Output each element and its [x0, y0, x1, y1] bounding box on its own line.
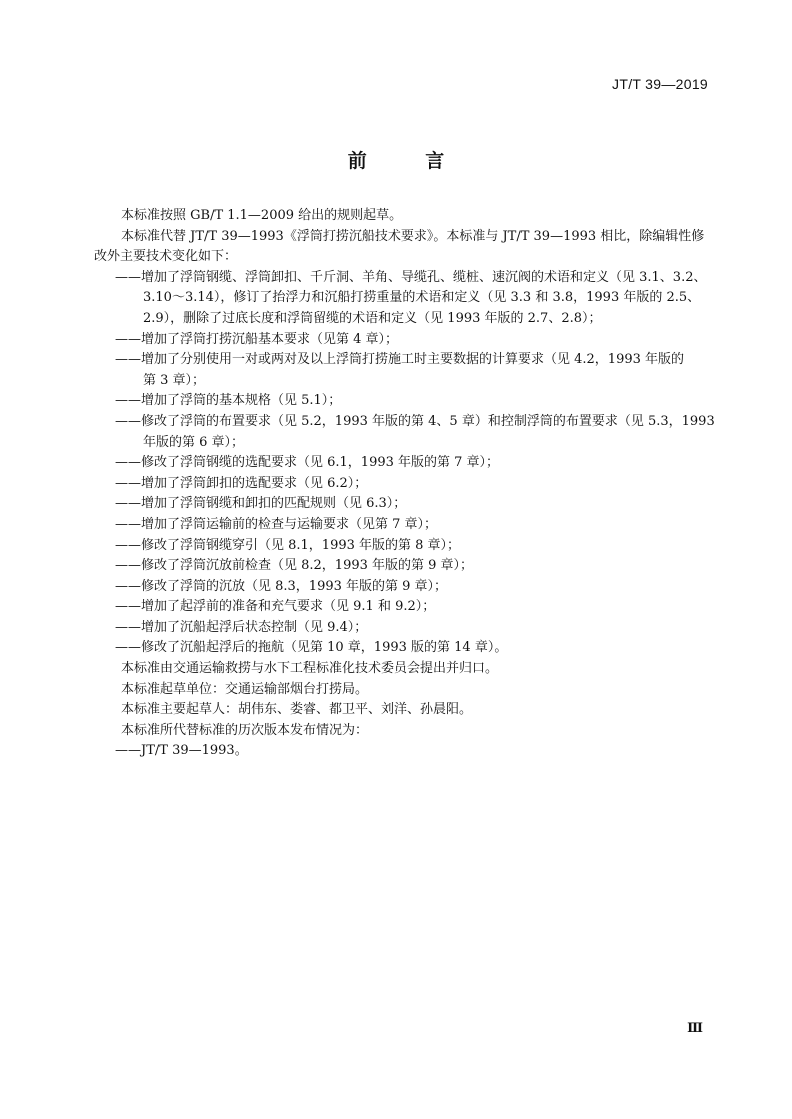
list-item: ——增加了浮筒打捞沉船基本要求（见第 4 章）；	[115, 331, 399, 347]
list-item: ——修改了浮筒钢缆的选配要求（见 6.1，1993 年版的第 7 章）；	[115, 455, 500, 471]
list-item: ——修改了浮筒的布置要求（见 5.2，1993 年版的第 4、5 章）和控制浮筒的布置要求（见 5.3，1993	[115, 413, 715, 429]
list-item: ——增加了浮筒的基本规格（见 5.1）；	[115, 393, 342, 409]
paragraph-drafting-rule: 本标准按照 GB/T 1.1—2009 给出的规则起草。	[121, 208, 403, 223]
list-item: ——增加了浮筒卸扣的选配要求（见 6.2）；	[115, 475, 368, 491]
list-item-cont: 第 3 章）；	[143, 372, 206, 388]
paragraph-replacement: 本标准代替 JT/T 39—1993《浮筒打捞沉船技术要求》。本标准与 JT/T 39—1993 相比，除编辑性修	[121, 228, 705, 244]
paragraph-history-intro: 本标准所代替标准的历次版本发布情况为：	[121, 722, 369, 738]
list-item: ——增加了浮筒钢缆和卸扣的匹配规则（见 6.3）；	[115, 496, 407, 512]
list-item-cont: 3.10～3.14），修订了抬浮力和沉船打捞重量的术语和定义（见 3.3 和 3.8，1993 年版的 2.5、	[143, 290, 701, 306]
list-item: ——增加了沉船起浮后状态控制（见 9.4）；	[115, 619, 368, 635]
list-item: ——修改了浮筒钢缆穿引（见 8.1，1993 年版的第 8 章）；	[115, 537, 461, 553]
list-item-cont: 年版的第 6 章）；	[143, 434, 245, 450]
list-item: ——增加了浮筒运输前的检查与运输要求（见第 7 章）；	[115, 516, 438, 532]
list-item: ——增加了浮筒钢缆、浮筒卸扣、千斤洞、羊角、导缆孔、缆桩、速沉阀的术语和定义（见 3.1、3.2、	[115, 269, 707, 285]
page-title: 前 言	[347, 150, 471, 172]
paragraph-drafters: 本标准主要起草人：胡伟东、娄睿、都卫平、刘洋、孙晨阳。	[121, 702, 473, 718]
document-body	[94, 206, 715, 762]
list-item: ——修改了浮筒的沉放（见 8.3，1993 年版的第 9 章）；	[115, 578, 448, 594]
paragraph-history-item: ——JT/T 39—1993。	[115, 743, 248, 759]
list-item: ——修改了沉船起浮后的拖航（见第 10 章，1993 版的第 14 章）。	[115, 640, 508, 656]
list-item: ——增加了分别使用一对或两对及以上浮筒打捞施工时主要数据的计算要求（见 4.2，1993 年版的	[115, 352, 685, 368]
change-list	[115, 268, 715, 659]
standard-code: JT/T 39—2019	[612, 76, 708, 92]
list-item-cont: 2.9），删除了过底长度和浮筒留缆的术语和定义（见 1993 年版的 2.7、2.8）；	[143, 310, 602, 326]
paragraph-replacement-cont: 改外主要技术变化如下：	[94, 249, 238, 265]
list-item: ——增加了起浮前的准备和充气要求（见 9.1 和 9.2）；	[115, 599, 436, 615]
list-item: ——修改了浮筒沉放前检查（见 8.2，1993 年版的第 9 章）；	[115, 558, 474, 574]
paragraph-drafting-unit: 本标准起草单位：交通运输部烟台打捞局。	[121, 681, 369, 697]
page-number: Ⅲ	[687, 1021, 702, 1036]
paragraph-proposer: 本标准由交通运输救捞与水下工程标准化技术委员会提出并归口。	[121, 661, 499, 677]
